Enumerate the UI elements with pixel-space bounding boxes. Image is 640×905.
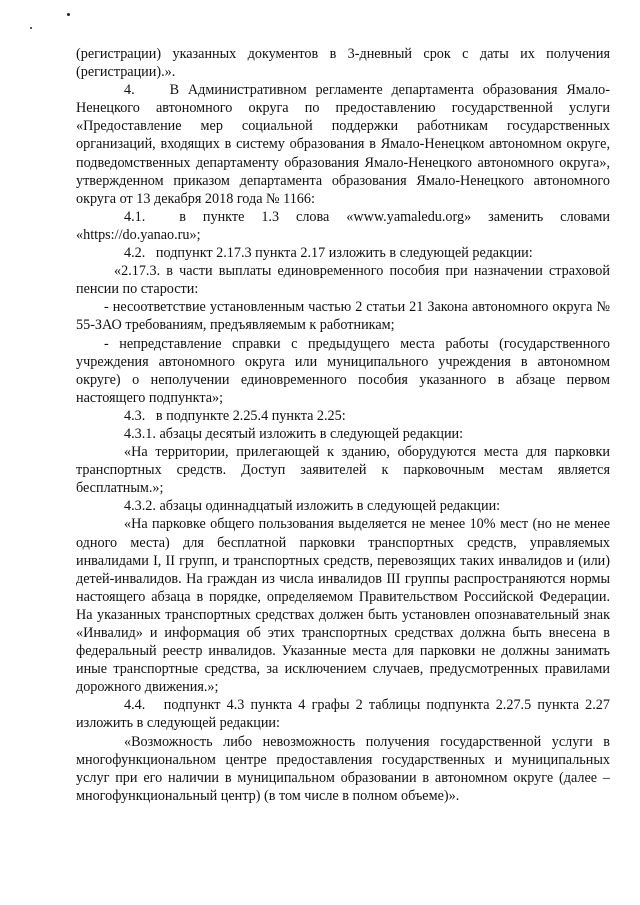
paragraph-item-4-3: 4.3. в подпункте 2.25.4 пункта 2.25: [124,407,346,424]
scan-speck [30,27,32,29]
scan-speck [67,13,70,16]
paragraph-quote-mfc: «Возможность либо невозможность получения государственной услуги в многофункциональном центре предоставления государственных и муниципальных услуг при его наличии в муниципальном образовании в автономном округе (далее – многофункциональный центр) (в том числе в полном объеме)». [76,733,610,804]
paragraph-quote-territory: «На территории, прилегающей к зданию, оборудуются места для парковки транспортных средств. Доступ заявителей к парковочным местам является бесплатным.»; [76,444,610,497]
paragraph-continuation: (регистрации) указанных документов в 3-дневный срок с даты их получения (регистрации).». [76,46,610,81]
paragraph-quote-parking: «На парковке общего пользования выделяется не менее 10% мест (но не менее одного места) для бесплатной парковки транспортных средств, управляемых инвалидами I, II групп, и транспортных средств, перевозящих таких инвалидов и (или) детей-инвалидов. На граждан из числа инвалидов III группы распространяются нормы настоящего абзаца в порядке, определяемом Правительством Российской Федерации. На указанных транспортных средствах должен быть установлен опознавательный знак «Инвалид» и информация об этих транспортных средствах должна быть внесена в федеральный реестр инвалидов. Указанные места для парковки не должны занимать иные транспортные средства, за исключением случаев, предусмотренных правилами дорожного движения.»; [76,516,610,696]
paragraph-item-4: 4. В Административном регламенте департамента образования Ямало-Ненецкого автономного округа по предоставлению государственной услуги «Предоставление мер социальной поддержки работникам государственных организаций, входящих в систему образования в Ямало-Ненецком автономном округе, подведомственных департаменту образования Ямало-Ненецкого автономного округа», утвержденном приказом департамента образования Ямало-Ненецкого автономного округа от 13 декабря 2018 года № 1166: [76,82,610,207]
paragraph-item-4-3-2: 4.3.2. абзацы одиннадцатый изложить в следующей редакции: [124,498,501,515]
paragraph-quote-2-17-3: «2.17.3. в части выплаты единовременного пособия при назначении страховой пенсии по старости: [76,263,610,298]
paragraph-item-4-2: 4.2. подпункт 2.17.3 пункта 2.17 изложить в следующей редакции: [124,245,533,262]
paragraph-item-4-3-1: 4.3.1. абзацы десятый изложить в следующей редакции: [124,425,464,442]
paragraph-item-4-1: 4.1. в пункте 1.3 слова «www.yamaledu.org» заменить словами «https://do.yanao.ru»; [76,208,610,243]
paragraph-item-4-4: 4.4. подпункт 4.3 пункта 4 графы 2 таблицы подпункта 2.27.5 пункта 2.27 изложить в следующей редакции: [76,697,610,732]
paragraph-dash-item-1: - несоответствие установленным частью 2 статьи 21 Закона автономного округа № 55-ЗАО требованиям, предъявляемым к работникам; [76,299,610,334]
paragraph-dash-item-2: - непредставление справки с предыдущего места работы (государственного учреждения автономного округа или муниципального учреждения в автономном округе) о неполучении единовременного пособия указанного в абзаце первом настоящего подпункта»; [76,335,610,406]
document-body [76,45,610,805]
